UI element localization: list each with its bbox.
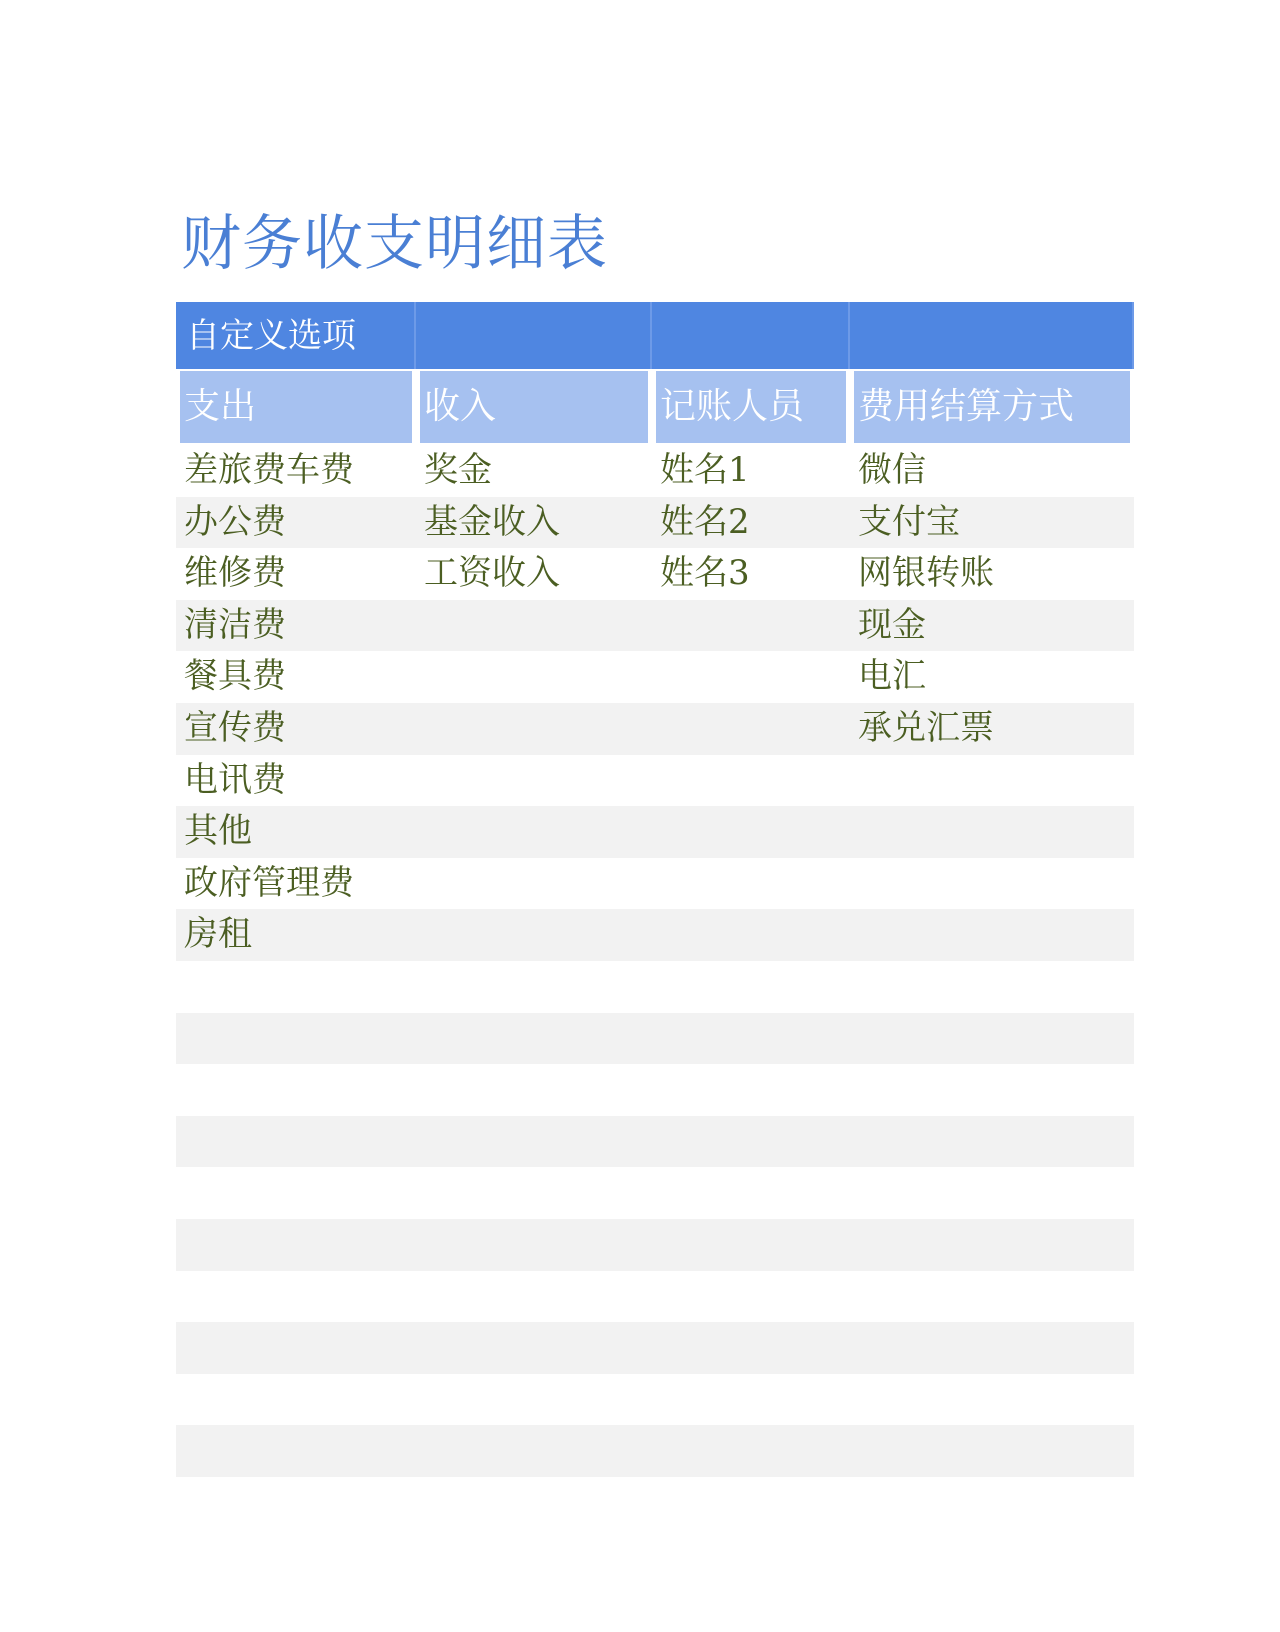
cell-settlement-method[interactable] (850, 909, 1134, 961)
cell-settlement-method[interactable] (850, 1271, 1134, 1323)
cell-expense[interactable]: 宣传费 (184, 707, 286, 748)
cell-expense[interactable]: 差旅费车费 (184, 450, 354, 490)
cell-income[interactable] (416, 806, 652, 858)
cell-expense[interactable]: 清洁费 (184, 604, 286, 645)
table-row (176, 1064, 1134, 1116)
cell-settlement-method[interactable] (850, 1374, 1134, 1426)
table-row (176, 445, 1134, 497)
cell-bookkeeper[interactable] (652, 600, 850, 652)
cell-bookkeeper[interactable] (652, 651, 850, 703)
cell-expense[interactable]: 房租 (184, 914, 252, 955)
cell-settlement-method[interactable]: 承兑汇票 (858, 707, 994, 748)
table-row (176, 755, 1134, 807)
cell-income[interactable] (416, 1013, 652, 1065)
cell-expense[interactable]: 维修费 (184, 553, 286, 594)
table-row (176, 1167, 1134, 1219)
column-header-income[interactable]: 收入 (420, 371, 648, 443)
table-banner (176, 302, 1134, 369)
table-row (176, 961, 1134, 1013)
cell-income[interactable] (416, 755, 652, 807)
cell-bookkeeper[interactable] (652, 755, 850, 807)
cell-settlement-method[interactable] (850, 1116, 1134, 1168)
cell-expense[interactable]: 政府管理费 (184, 862, 354, 903)
cell-expense[interactable]: 办公费 (184, 501, 286, 542)
cell-bookkeeper[interactable] (652, 1374, 850, 1426)
cell-income[interactable] (416, 961, 652, 1013)
cell-settlement-method[interactable] (850, 1064, 1134, 1116)
cell-income[interactable]: 工资收入 (424, 553, 560, 594)
banner-segment (652, 302, 850, 369)
cell-bookkeeper[interactable] (652, 1167, 850, 1219)
cell-bookkeeper[interactable]: 姓名2 (660, 501, 750, 542)
cell-bookkeeper[interactable]: 姓名1 (660, 450, 750, 490)
banner-segment (850, 302, 1134, 369)
table-row (176, 548, 1134, 600)
table-row (176, 1219, 1134, 1271)
cell-expense[interactable] (176, 1271, 416, 1323)
banner-segment (416, 302, 652, 369)
column-header-expense[interactable]: 支出 (180, 371, 412, 443)
table-row (176, 1374, 1134, 1426)
cell-settlement-method[interactable] (850, 1167, 1134, 1219)
table-row (176, 1116, 1134, 1168)
cell-income[interactable] (416, 1219, 652, 1271)
cell-income[interactable] (416, 1322, 652, 1374)
cell-bookkeeper[interactable] (652, 909, 850, 961)
cell-settlement-method[interactable]: 电汇 (858, 656, 926, 697)
cell-settlement-method[interactable]: 网银转账 (858, 553, 994, 594)
table-row (176, 1013, 1134, 1065)
cell-settlement-method[interactable] (850, 1425, 1134, 1477)
cell-expense[interactable]: 其他 (184, 811, 252, 852)
column-header-settlement-method[interactable]: 费用结算方式 (854, 371, 1130, 443)
page-title: 财务收支明细表 (181, 209, 608, 279)
table-row (176, 600, 1134, 652)
cell-expense[interactable] (176, 1374, 416, 1426)
cell-settlement-method[interactable]: 微信 (858, 450, 926, 490)
table-header-row (176, 369, 1134, 445)
table-row (176, 703, 1134, 755)
cell-income[interactable] (416, 1064, 652, 1116)
column-header-bookkeeper[interactable]: 记账人员 (656, 371, 846, 443)
cell-bookkeeper[interactable] (652, 1064, 850, 1116)
cell-bookkeeper[interactable] (652, 806, 850, 858)
cell-expense[interactable] (176, 1167, 416, 1219)
cell-expense[interactable] (176, 1013, 416, 1065)
cell-bookkeeper[interactable] (652, 1271, 850, 1323)
cell-income[interactable] (416, 1271, 652, 1323)
cell-expense[interactable] (176, 1219, 416, 1271)
table-row (176, 651, 1134, 703)
table-row (176, 1322, 1134, 1374)
cell-settlement-method[interactable] (850, 961, 1134, 1013)
cell-settlement-method[interactable] (850, 1219, 1134, 1271)
cell-settlement-method[interactable]: 支付宝 (858, 501, 960, 542)
cell-income[interactable] (416, 858, 652, 910)
cell-bookkeeper[interactable] (652, 1219, 850, 1271)
cell-bookkeeper[interactable] (652, 961, 850, 1013)
cell-bookkeeper[interactable] (652, 1013, 850, 1065)
table-row (176, 909, 1134, 961)
cell-expense[interactable]: 电讯费 (184, 759, 286, 800)
cell-income[interactable] (416, 1167, 652, 1219)
cell-income[interactable] (416, 1374, 652, 1426)
table-row (176, 858, 1134, 910)
cell-settlement-method[interactable]: 现金 (858, 604, 926, 645)
cell-expense[interactable]: 餐具费 (184, 656, 286, 697)
cell-settlement-method[interactable] (850, 858, 1134, 910)
banner-label: 自定义选项 (186, 316, 356, 356)
cell-settlement-method[interactable] (850, 1322, 1134, 1374)
cell-income[interactable] (416, 909, 652, 961)
cell-settlement-method[interactable] (850, 755, 1134, 807)
cell-income[interactable]: 基金收入 (424, 501, 560, 542)
cell-income[interactable] (416, 651, 652, 703)
cell-expense[interactable] (176, 961, 416, 1013)
cell-bookkeeper[interactable] (652, 1425, 850, 1477)
table-row (176, 1271, 1134, 1323)
cell-income[interactable] (416, 1116, 652, 1168)
cell-bookkeeper[interactable] (652, 1116, 850, 1168)
cell-expense[interactable] (176, 1425, 416, 1477)
cell-settlement-method[interactable] (850, 1013, 1134, 1065)
cell-income[interactable]: 奖金 (424, 450, 492, 490)
cell-income[interactable] (416, 703, 652, 755)
cell-expense[interactable] (176, 1116, 416, 1168)
cell-expense[interactable] (176, 1322, 416, 1374)
table-row (176, 1425, 1134, 1477)
options-table (176, 302, 1134, 1477)
table-body (176, 445, 1134, 1477)
cell-income[interactable] (416, 1425, 652, 1477)
cell-settlement-method[interactable] (850, 806, 1134, 858)
table-row (176, 497, 1134, 549)
cell-bookkeeper[interactable] (652, 703, 850, 755)
cell-bookkeeper[interactable] (652, 858, 850, 910)
cell-bookkeeper[interactable] (652, 1322, 850, 1374)
cell-expense[interactable] (176, 1064, 416, 1116)
cell-bookkeeper[interactable]: 姓名3 (660, 553, 750, 594)
cell-income[interactable] (416, 600, 652, 652)
table-row (176, 806, 1134, 858)
